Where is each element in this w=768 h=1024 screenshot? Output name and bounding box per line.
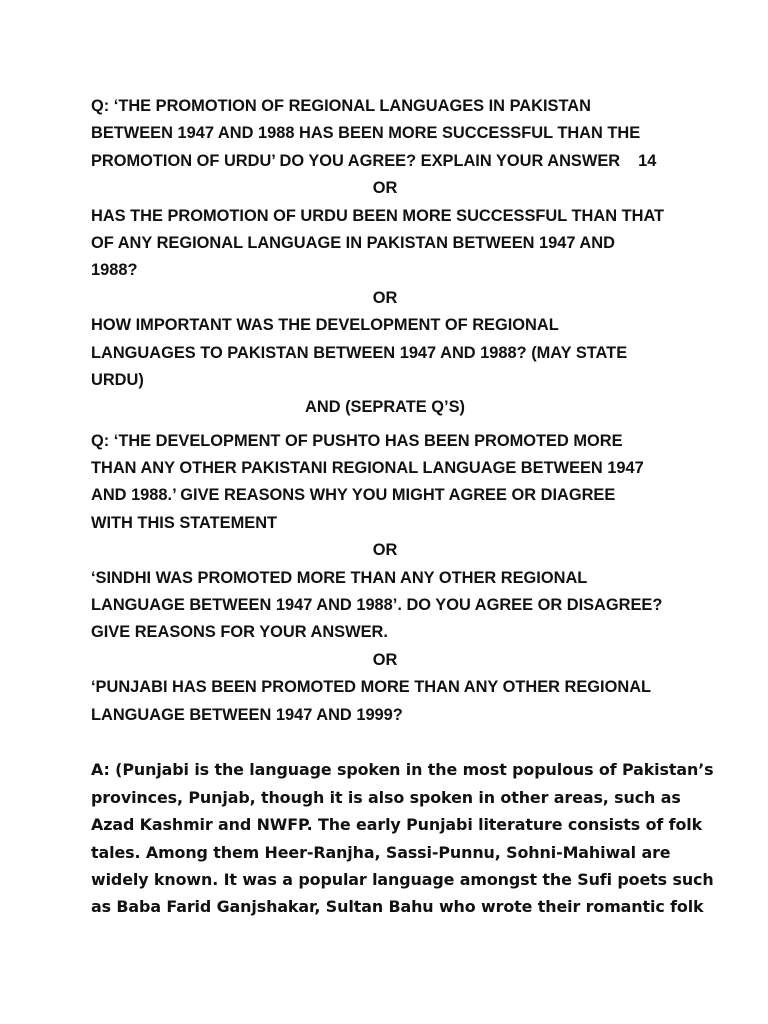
or-divider: OR [372, 288, 398, 307]
marks-value: 14 [638, 151, 657, 170]
answer-paragraph [91, 756, 714, 920]
question-line: Q: ‘THE PROMOTION OF REGIONAL LANGUAGES IN PAKISTAN [91, 97, 591, 115]
separator-heading: AND (SEPRATE Q’S) [305, 398, 465, 417]
question-line: BETWEEN 1947 AND 1988 HAS BEEN MORE SUCCESSFUL THAN THE [91, 124, 641, 143]
question-3 [91, 312, 691, 394]
question-line [91, 148, 691, 175]
question-6 [91, 674, 691, 729]
question-line: OF ANY REGIONAL LANGUAGE IN PAKISTAN BETWEEN 1947 AND [91, 233, 615, 252]
or-divider: OR [372, 650, 398, 669]
answer-line: Azad Kashmir and NWFP. The early Punjabi literature consists of folk [91, 815, 703, 835]
document-page [91, 93, 714, 921]
question-line: THAN ANY OTHER PAKISTANI REGIONAL LANGUAGE BETWEEN 1947 [91, 459, 644, 478]
question-line: ‘SINDHI WAS PROMOTED MORE THAN ANY OTHER REGIONAL [91, 568, 588, 587]
question-text: PROMOTION OF URDU’ DO YOU AGREE? EXPLAIN YOUR ANSWER [91, 151, 621, 170]
question-line: AND 1988.’ GIVE REASONS WHY YOU MIGHT AGREE OR DIAGREE [91, 486, 616, 505]
question-1 [91, 93, 691, 175]
question-5 [91, 565, 691, 647]
question-line: LANGUAGE BETWEEN 1947 AND 1988’. DO YOU AGREE OR DISAGREE? [91, 596, 663, 615]
question-line: 1988? [91, 261, 138, 280]
question-line: WITH THIS STATEMENT [91, 513, 278, 532]
or-divider: OR [372, 541, 398, 560]
answer-line: A: (Punjabi is the language spoken in the most populous of Pakistan’s [91, 760, 714, 780]
question-line: ‘PUNJABI HAS BEEN PROMOTED MORE THAN ANY OTHER REGIONAL [91, 678, 652, 697]
question-line: GIVE REASONS FOR YOUR ANSWER. [91, 623, 388, 642]
answer-line: provinces, Punjab, though it is also spoken in other areas, such as [91, 787, 681, 807]
question-line: LANGUAGE BETWEEN 1947 AND 1999? [91, 705, 403, 724]
or-divider: OR [372, 179, 398, 198]
answer-line: widely known. It was a popular language amongst the Sufi poets such [91, 869, 714, 889]
answer-line: as Baba Farid Ganjshakar, Sultan Bahu who wrote their romantic folk [91, 897, 704, 917]
question-line: HAS THE PROMOTION OF URDU BEEN MORE SUCCESSFUL THAN THAT [91, 206, 665, 225]
question-line: URDU) [91, 370, 144, 389]
question-line: HOW IMPORTANT WAS THE DEVELOPMENT OF REGIONAL [91, 316, 559, 335]
question-line: LANGUAGES TO PAKISTAN BETWEEN 1947 AND 1988? (MAY STATE [91, 343, 628, 362]
question-line: Q: ‘THE DEVELOPMENT OF PUSHTO HAS BEEN PROMOTED MORE [91, 431, 623, 450]
answer-line: tales. Among them Heer-Ranjha, Sassi-Punnu, Sohni-Mahiwal are [91, 842, 671, 862]
question-2 [91, 203, 691, 285]
question-4 [91, 428, 691, 538]
